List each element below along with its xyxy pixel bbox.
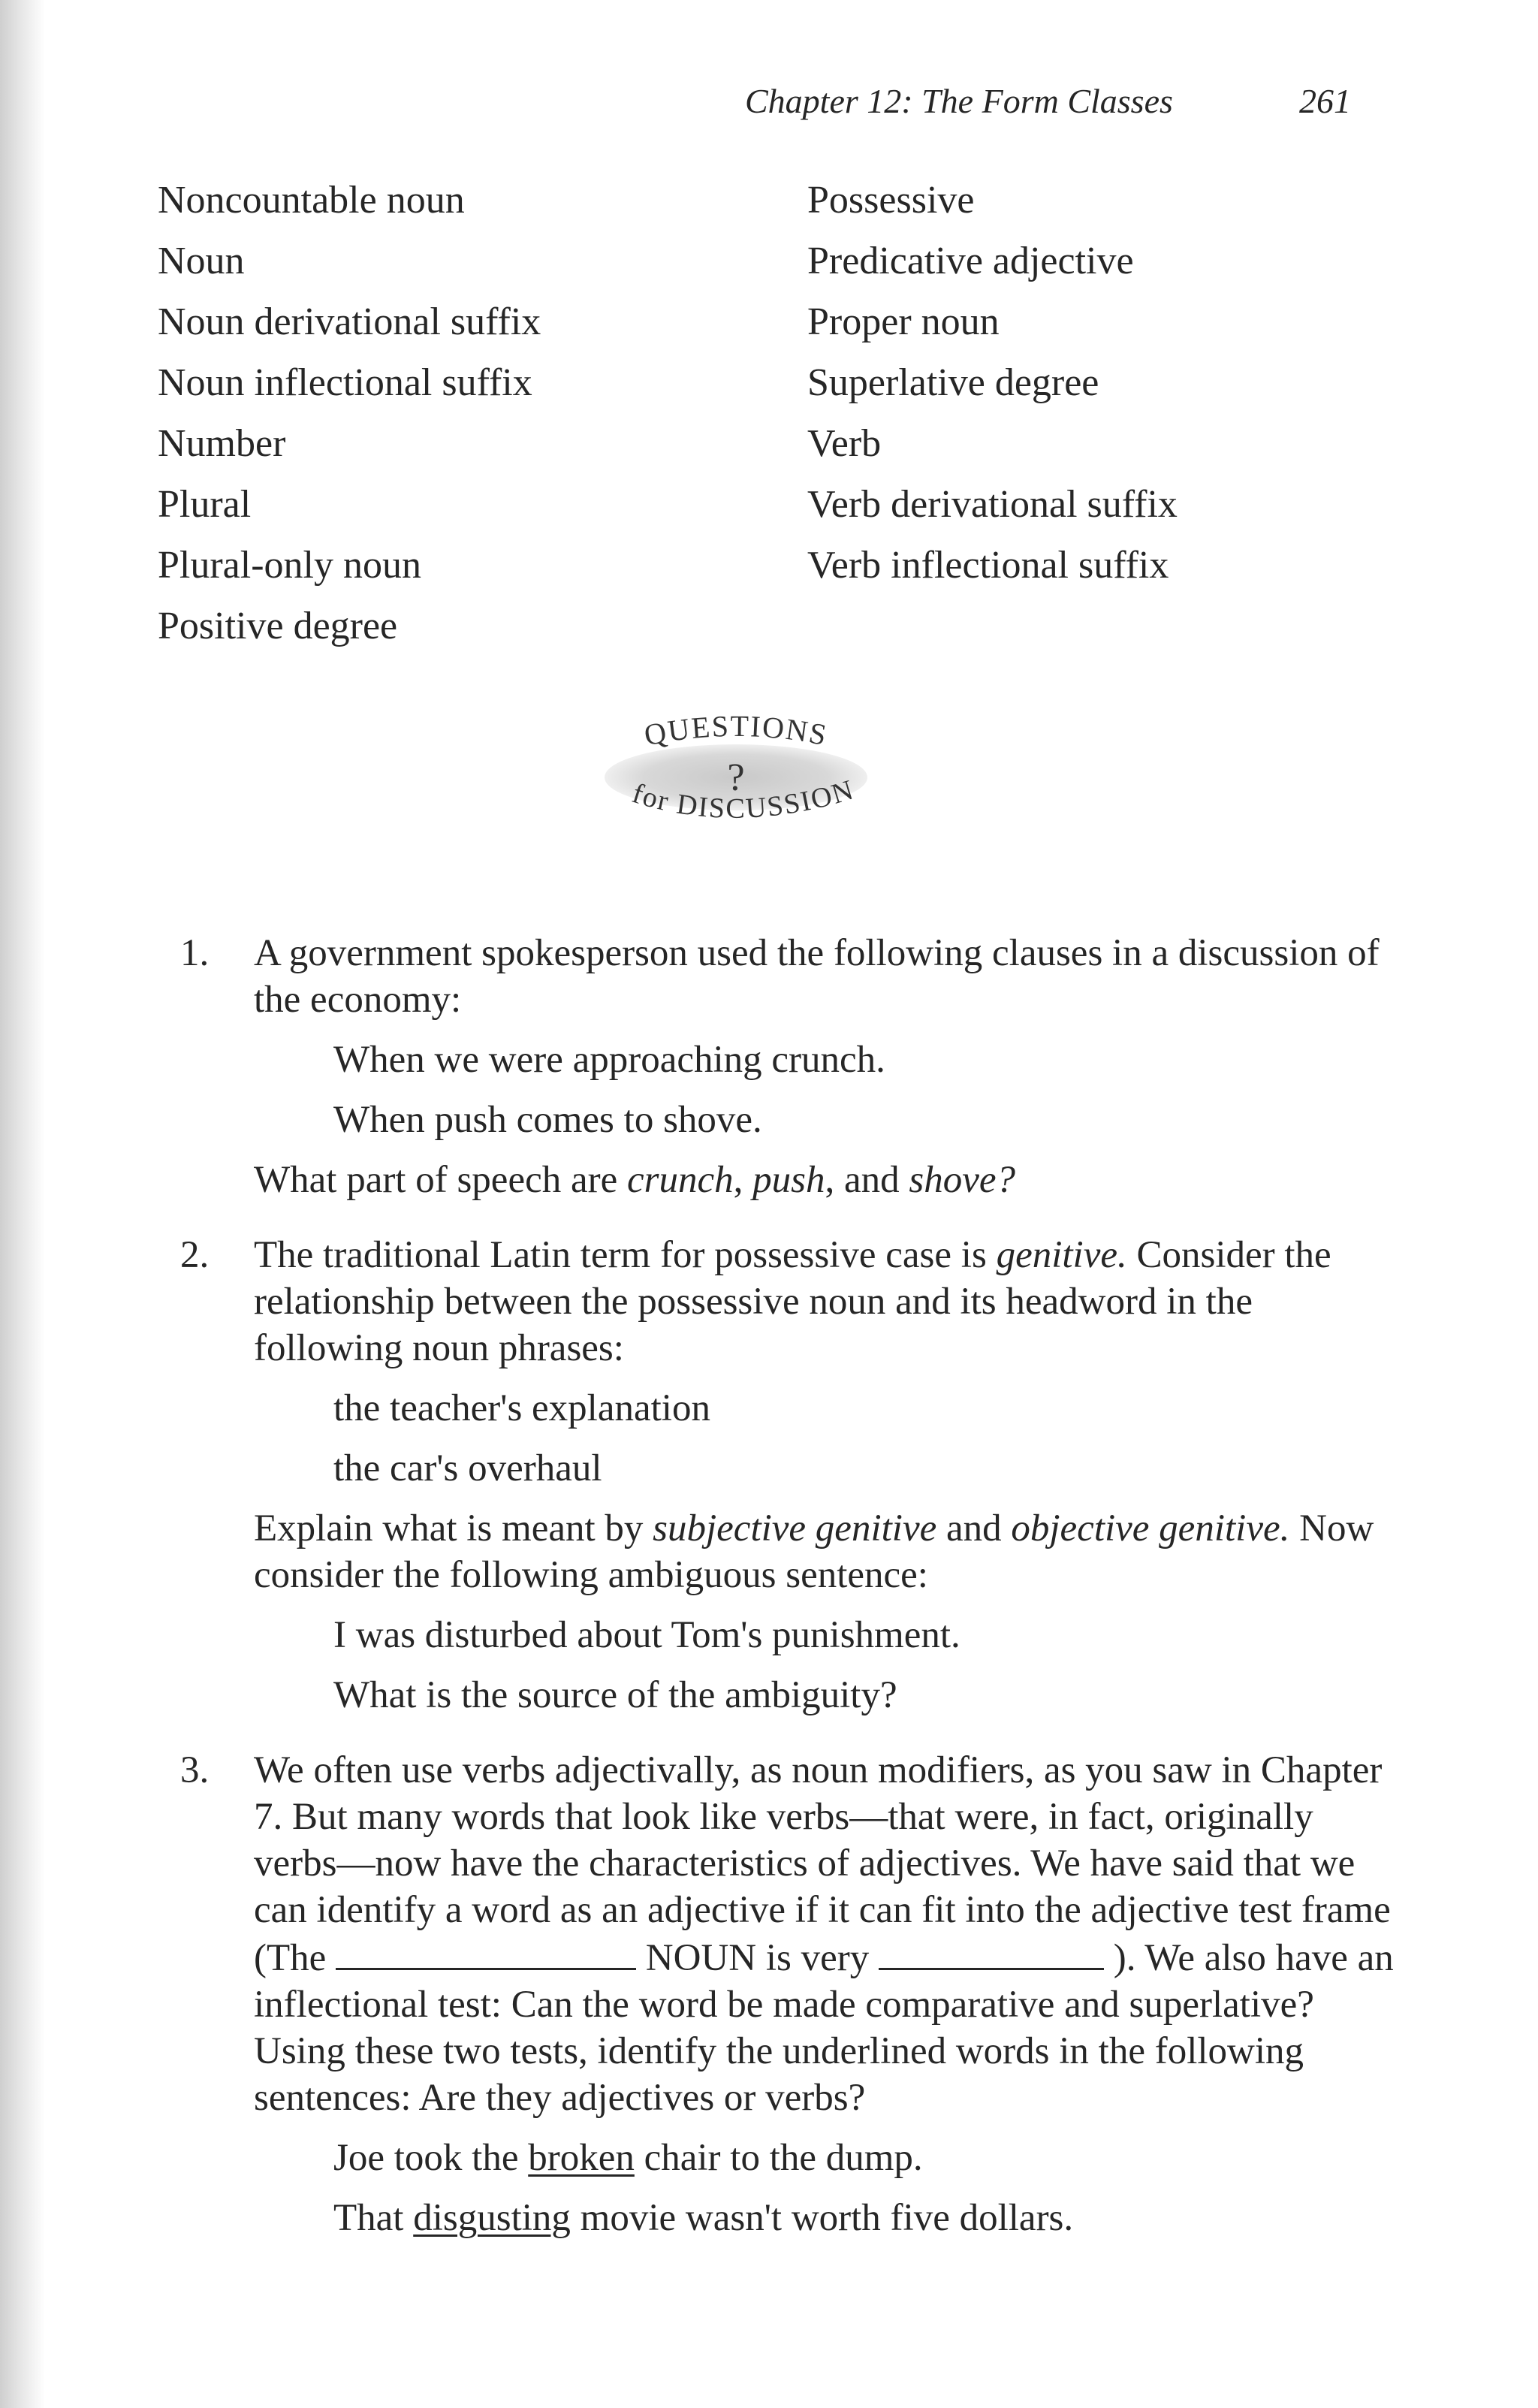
example-sentence: I was disturbed about Tom's punishment. (333, 1614, 960, 1656)
running-header-title: Chapter 12: The Form Classes (745, 82, 1173, 120)
term: Possessive (807, 179, 975, 222)
question-text: A government spokesperson used the following clauses in a discussion of the economy: (254, 932, 1380, 1021)
question-number: 3. (180, 1749, 210, 1791)
underlined-word: disgusting (413, 2196, 571, 2239)
example-sentence: That disgusting movie wasn't worth five dollars. (333, 2196, 1074, 2239)
test-frame-blank (879, 1933, 1104, 1970)
book-spine-shadow (0, 0, 45, 2408)
term: Verb derivational suffix (807, 483, 1178, 526)
questions-for-discussion-emblem (571, 676, 901, 879)
emblem-top-text: QUESTIONS (641, 708, 831, 753)
example-phrase: the teacher's explanation (333, 1387, 710, 1429)
term: Noncountable noun (158, 179, 465, 222)
term: Verb inflectional suffix (807, 544, 1169, 587)
term: Superlative degree (807, 361, 1099, 404)
example-list (333, 1037, 1397, 1143)
example-phrase: the car's overhaul (333, 1447, 602, 1489)
question-number: 1. (180, 932, 210, 974)
key-terms-left-column (158, 170, 541, 656)
key-terms-right-column (807, 170, 1178, 596)
example-sentence: What is the source of the ambiguity? (333, 1674, 897, 1716)
term: Noun derivational suffix (158, 300, 541, 343)
question-text: The traditional Latin term for possessive case is genitive. Consider the relationship between the possessive noun and its headword in the following noun phrases: (254, 1234, 1331, 1369)
question-prompt: Explain what is meant by subjective genitive and objective genitive. Now consider the following ambiguous sentence: (254, 1507, 1374, 1596)
example-sentence: When push comes to shove. (333, 1099, 762, 1141)
discussion-question-1 (180, 930, 1397, 1203)
question-number: 2. (180, 1234, 210, 1276)
example-sentence: When we were approaching crunch. (333, 1039, 885, 1081)
term: Predicative adjective (807, 240, 1134, 282)
example-list (333, 2135, 1397, 2241)
example-sentence: Joe took the broken chair to the dump. (333, 2136, 923, 2179)
emblem-bottom-text: for DISCUSSION (629, 774, 858, 825)
term: Noun (158, 240, 245, 282)
question-mark-icon: ? (727, 756, 745, 799)
term: Noun inflectional suffix (158, 361, 532, 404)
discussion-question-3 (180, 1747, 1397, 2255)
discussion-question-2 (180, 1232, 1397, 1732)
question-prompt: What part of speech are crunch, push, and shove? (254, 1159, 1015, 1201)
term: Plural-only noun (158, 544, 421, 587)
term: Number (158, 422, 286, 465)
term: Proper noun (807, 300, 1000, 343)
example-list (333, 1612, 1397, 1718)
term: Positive degree (158, 605, 398, 647)
term: Verb (807, 422, 882, 465)
example-list (333, 1385, 1397, 1492)
test-frame-blank (336, 1933, 636, 1970)
underlined-word: broken (528, 2136, 635, 2179)
page-number: 261 (1299, 82, 1351, 120)
question-text: We often use verbs adjectivally, as noun modifiers, as you saw in Chapter 7. But many words that look like verbs—that were, in fact, originally verbs—now have the characteristics of adjectives. We have said that we can identify a word as an adjective if it can fit into the adjective test frame (The NOUN is very ). We also have an inflectional test: Can the word be made comparative and superlative? Using these two tests, identify the underlined words in the following sentences: Are they adjectives or verbs? (254, 1749, 1394, 2119)
term: Plural (158, 483, 252, 526)
